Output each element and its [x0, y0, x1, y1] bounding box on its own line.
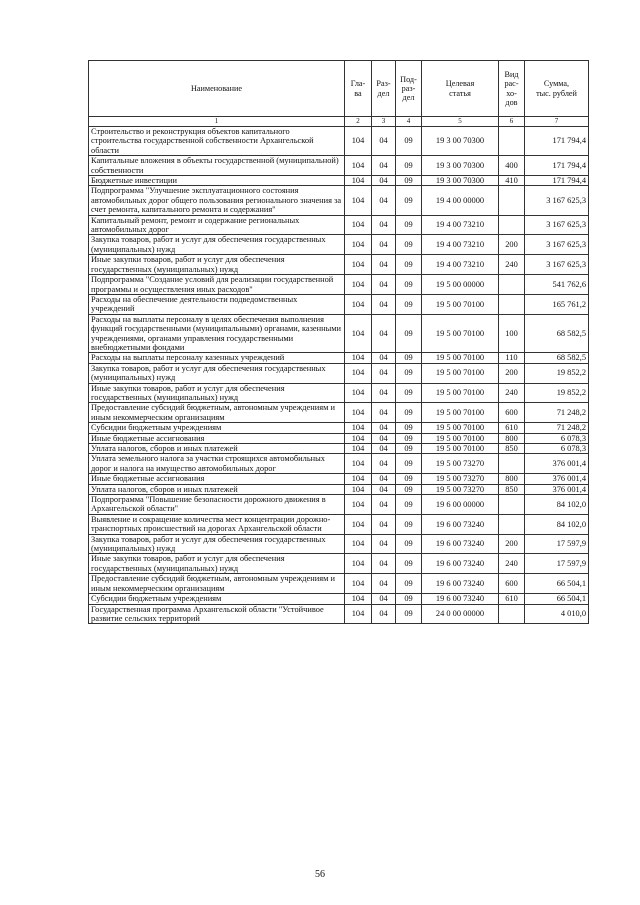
- table-row: [89, 604, 589, 624]
- cell-name: Субсидии бюджетным учреждениям: [89, 594, 345, 604]
- cell-name: Иные закупки товаров, работ и услуг для обеспечения государственных (муниципальных) нужд: [89, 255, 345, 275]
- cell-vid: 240: [499, 554, 525, 574]
- cell-glava: 104: [345, 444, 372, 454]
- page-number: 56: [315, 869, 325, 880]
- cell-podrazdel: 09: [396, 363, 422, 383]
- cell-target: 19 3 00 70300: [422, 176, 499, 186]
- cell-name: Выявление и сокращение количества мест концентрации дорожно-транспортных происшествий на дорогах Архангельской области: [89, 514, 345, 534]
- cell-glava: 104: [345, 215, 372, 235]
- cell-sum: 17 597,9: [525, 534, 589, 554]
- table-row: [89, 594, 589, 604]
- cell-name: Капитальный ремонт, ремонт и содержание региональных автомобильных дорог: [89, 215, 345, 235]
- cell-vid: [499, 186, 525, 215]
- cell-sum: 3 167 625,3: [525, 186, 589, 215]
- cell-glava: 104: [345, 554, 372, 574]
- cell-sum: 19 852,2: [525, 363, 589, 383]
- cell-vid: [499, 294, 525, 314]
- cell-target: 19 4 00 00000: [422, 186, 499, 215]
- cell-name: Субсидии бюджетным учреждениям: [89, 423, 345, 433]
- cell-sum: 4 010,0: [525, 604, 589, 624]
- table-row: [89, 186, 589, 215]
- table-row: [89, 495, 589, 515]
- cell-target: 19 6 00 73240: [422, 574, 499, 594]
- cell-target: 19 6 00 73240: [422, 554, 499, 574]
- table-row: [89, 314, 589, 353]
- cell-vid: 850: [499, 444, 525, 454]
- cell-vid: 200: [499, 363, 525, 383]
- cell-name: Иные закупки товаров, работ и услуг для обеспечения государственных (муниципальных) нужд: [89, 383, 345, 403]
- column-number: 6: [499, 117, 525, 127]
- cell-target: 19 5 00 70100: [422, 433, 499, 443]
- cell-sum: 376 001,4: [525, 454, 589, 474]
- cell-podrazdel: 09: [396, 255, 422, 275]
- table-row: [89, 215, 589, 235]
- cell-podrazdel: 09: [396, 176, 422, 186]
- cell-target: 19 3 00 70300: [422, 156, 499, 176]
- cell-name: Капитальные вложения в объекты государственной (муниципальной) собственности: [89, 156, 345, 176]
- cell-razdel: 04: [372, 156, 396, 176]
- cell-name: Подпрограмма "Создание условий для реализации государственной программы и осуществления иных расходов": [89, 275, 345, 295]
- cell-podrazdel: 09: [396, 403, 422, 423]
- cell-podrazdel: 09: [396, 454, 422, 474]
- cell-razdel: 04: [372, 275, 396, 295]
- cell-name: Иные бюджетные ассигнования: [89, 433, 345, 443]
- cell-target: 19 5 00 73270: [422, 474, 499, 484]
- cell-name: Подпрограмма "Улучшение эксплуатационного состояния автомобильных дорог общего пользования регионального значения за счет ремонта, капитального ремонта и содержания": [89, 186, 345, 215]
- cell-sum: 6 078,3: [525, 444, 589, 454]
- cell-vid: 100: [499, 314, 525, 353]
- table-row: [89, 156, 589, 176]
- cell-name: Иные бюджетные ассигнования: [89, 474, 345, 484]
- cell-razdel: 04: [372, 186, 396, 215]
- cell-target: 19 3 00 70300: [422, 127, 499, 156]
- cell-podrazdel: 09: [396, 574, 422, 594]
- cell-sum: 541 762,6: [525, 275, 589, 295]
- cell-podrazdel: 09: [396, 514, 422, 534]
- cell-podrazdel: 09: [396, 127, 422, 156]
- cell-razdel: 04: [372, 403, 396, 423]
- cell-razdel: 04: [372, 255, 396, 275]
- cell-sum: 376 001,4: [525, 474, 589, 484]
- cell-sum: 84 102,0: [525, 495, 589, 515]
- cell-target: 24 0 00 00000: [422, 604, 499, 624]
- column-number-row: [89, 117, 589, 127]
- cell-vid: 200: [499, 235, 525, 255]
- cell-sum: 66 504,1: [525, 594, 589, 604]
- cell-glava: 104: [345, 186, 372, 215]
- cell-target: 19 4 00 73210: [422, 215, 499, 235]
- cell-sum: 84 102,0: [525, 514, 589, 534]
- cell-sum: 71 248,2: [525, 423, 589, 433]
- budget-table: [88, 60, 589, 624]
- header-razdel-text: Раз- дел: [376, 79, 391, 98]
- cell-podrazdel: 09: [396, 484, 422, 494]
- cell-sum: 3 167 625,3: [525, 255, 589, 275]
- cell-sum: 71 248,2: [525, 403, 589, 423]
- cell-podrazdel: 09: [396, 353, 422, 363]
- header-vid-text: Вид рас- хо- дов: [504, 70, 519, 107]
- cell-glava: 104: [345, 474, 372, 484]
- cell-sum: 68 582,5: [525, 353, 589, 363]
- table-row: [89, 574, 589, 594]
- cell-glava: 104: [345, 294, 372, 314]
- cell-vid: 240: [499, 255, 525, 275]
- cell-podrazdel: 09: [396, 215, 422, 235]
- header-row: [89, 61, 589, 117]
- cell-razdel: 04: [372, 594, 396, 604]
- cell-target: 19 4 00 73210: [422, 235, 499, 255]
- cell-razdel: 04: [372, 363, 396, 383]
- cell-sum: 6 078,3: [525, 433, 589, 443]
- cell-glava: 104: [345, 403, 372, 423]
- cell-sum: 68 582,5: [525, 314, 589, 353]
- header-podrazdel: [396, 61, 422, 117]
- cell-name: Расходы на выплаты персоналу казенных учреждений: [89, 353, 345, 363]
- cell-glava: 104: [345, 454, 372, 474]
- cell-vid: 800: [499, 433, 525, 443]
- header-vid: [499, 61, 525, 117]
- cell-glava: 104: [345, 363, 372, 383]
- cell-razdel: 04: [372, 495, 396, 515]
- cell-glava: 104: [345, 255, 372, 275]
- cell-name: Подпрограмма "Повышение безопасности дорожного движения в Архангельской области": [89, 495, 345, 515]
- cell-target: 19 5 00 70100: [422, 363, 499, 383]
- cell-glava: 104: [345, 594, 372, 604]
- column-number: 4: [396, 117, 422, 127]
- cell-vid: [499, 454, 525, 474]
- table-row: [89, 444, 589, 454]
- cell-glava: 104: [345, 127, 372, 156]
- column-number: 2: [345, 117, 372, 127]
- cell-sum: 165 761,2: [525, 294, 589, 314]
- header-razdel: [372, 61, 396, 117]
- column-number: 7: [525, 117, 589, 127]
- cell-vid: 850: [499, 484, 525, 494]
- column-number: 1: [89, 117, 345, 127]
- cell-name: Уплата налогов, сборов и иных платежей: [89, 484, 345, 494]
- cell-name: Уплата налогов, сборов и иных платежей: [89, 444, 345, 454]
- header-glava: [345, 61, 372, 117]
- cell-podrazdel: 09: [396, 554, 422, 574]
- cell-razdel: 04: [372, 423, 396, 433]
- cell-razdel: 04: [372, 534, 396, 554]
- cell-razdel: 04: [372, 215, 396, 235]
- table-row: [89, 403, 589, 423]
- cell-podrazdel: 09: [396, 444, 422, 454]
- cell-target: 19 5 00 73270: [422, 484, 499, 494]
- cell-name: Закупка товаров, работ и услуг для обеспечения государственных (муниципальных) нужд: [89, 363, 345, 383]
- cell-podrazdel: 09: [396, 594, 422, 604]
- cell-target: 19 5 00 70100: [422, 444, 499, 454]
- table-row: [89, 176, 589, 186]
- cell-glava: 104: [345, 604, 372, 624]
- table-row: [89, 484, 589, 494]
- table-row: [89, 423, 589, 433]
- cell-name: Расходы на выплаты персоналу в целях обеспечения выполнения функций государственными (муниципальными) органами, казенными учреждениями, органами управления государственными внебюджетными фондами: [89, 314, 345, 353]
- table-row: [89, 275, 589, 295]
- cell-podrazdel: 09: [396, 186, 422, 215]
- cell-glava: 104: [345, 235, 372, 255]
- cell-podrazdel: 09: [396, 294, 422, 314]
- cell-vid: 410: [499, 176, 525, 186]
- table-row: [89, 534, 589, 554]
- cell-razdel: 04: [372, 127, 396, 156]
- cell-target: 19 6 00 73240: [422, 534, 499, 554]
- cell-razdel: 04: [372, 484, 396, 494]
- cell-glava: 104: [345, 156, 372, 176]
- table-row: [89, 235, 589, 255]
- table-row: [89, 294, 589, 314]
- cell-vid: 600: [499, 574, 525, 594]
- table-row: [89, 127, 589, 156]
- cell-sum: 17 597,9: [525, 554, 589, 574]
- cell-vid: 200: [499, 534, 525, 554]
- cell-razdel: 04: [372, 353, 396, 363]
- cell-name: Расходы на обеспечение деятельности подведомственных учреждений: [89, 294, 345, 314]
- table-row: [89, 383, 589, 403]
- table-row: [89, 554, 589, 574]
- cell-target: 19 5 00 70100: [422, 294, 499, 314]
- cell-razdel: 04: [372, 433, 396, 443]
- cell-podrazdel: 09: [396, 275, 422, 295]
- header-sum-text: Сумма, тыс. рублей: [536, 79, 577, 98]
- cell-glava: 104: [345, 353, 372, 363]
- cell-target: 19 5 00 70100: [422, 353, 499, 363]
- cell-razdel: 04: [372, 454, 396, 474]
- cell-target: 19 5 00 73270: [422, 454, 499, 474]
- cell-name: Государственная программа Архангельской области "Устойчивое развитие сельских территорий: [89, 604, 345, 624]
- cell-name: Бюджетные инвестиции: [89, 176, 345, 186]
- cell-vid: [499, 215, 525, 235]
- cell-glava: 104: [345, 314, 372, 353]
- cell-razdel: 04: [372, 383, 396, 403]
- cell-sum: 66 504,1: [525, 574, 589, 594]
- cell-podrazdel: 09: [396, 495, 422, 515]
- cell-target: 19 5 00 70100: [422, 383, 499, 403]
- header-podrazdel-text: Под- раз- дел: [400, 74, 417, 102]
- cell-podrazdel: 09: [396, 235, 422, 255]
- cell-name: Строительство и реконструкция объектов капитального строительства государственной собственности Архангельской области: [89, 127, 345, 156]
- cell-podrazdel: 09: [396, 156, 422, 176]
- cell-target: 19 5 00 00000: [422, 275, 499, 295]
- column-number: 3: [372, 117, 396, 127]
- table-row: [89, 363, 589, 383]
- cell-target: 19 6 00 73240: [422, 594, 499, 604]
- cell-name: Уплата земельного налога за участки строящихся автомобильных дорог и налога на имущество автомобильных дорог: [89, 454, 345, 474]
- cell-sum: 171 794,4: [525, 176, 589, 186]
- cell-sum: 171 794,4: [525, 127, 589, 156]
- header-glava-text: Гла- ва: [350, 79, 366, 98]
- cell-glava: 104: [345, 433, 372, 443]
- cell-target: 19 5 00 70100: [422, 423, 499, 433]
- cell-target: 19 5 00 70100: [422, 314, 499, 353]
- cell-razdel: 04: [372, 514, 396, 534]
- cell-razdel: 04: [372, 474, 396, 484]
- cell-vid: 240: [499, 383, 525, 403]
- cell-glava: 104: [345, 383, 372, 403]
- cell-vid: [499, 604, 525, 624]
- column-number: 5: [422, 117, 499, 127]
- cell-glava: 104: [345, 275, 372, 295]
- table-row: [89, 433, 589, 443]
- cell-vid: [499, 275, 525, 295]
- cell-glava: 104: [345, 423, 372, 433]
- cell-razdel: 04: [372, 554, 396, 574]
- cell-podrazdel: 09: [396, 474, 422, 484]
- cell-sum: 19 852,2: [525, 383, 589, 403]
- cell-vid: 610: [499, 423, 525, 433]
- cell-name: Предоставление субсидий бюджетным, автономным учреждениям и иным некоммерческим организациям: [89, 574, 345, 594]
- cell-vid: 610: [499, 594, 525, 604]
- cell-razdel: 04: [372, 444, 396, 454]
- cell-podrazdel: 09: [396, 423, 422, 433]
- cell-vid: 400: [499, 156, 525, 176]
- cell-name: Закупка товаров, работ и услуг для обеспечения государственных (муниципальных) нужд: [89, 235, 345, 255]
- document-page: [88, 60, 588, 624]
- header-target: [422, 61, 499, 117]
- cell-vid: 600: [499, 403, 525, 423]
- table-body: [89, 127, 589, 624]
- cell-podrazdel: 09: [396, 383, 422, 403]
- cell-podrazdel: 09: [396, 534, 422, 554]
- cell-glava: 104: [345, 534, 372, 554]
- cell-vid: [499, 514, 525, 534]
- table-row: [89, 454, 589, 474]
- header-name: Наименование: [89, 61, 345, 117]
- cell-vid: 110: [499, 353, 525, 363]
- header-sum: [525, 61, 589, 117]
- table-row: [89, 353, 589, 363]
- cell-podrazdel: 09: [396, 314, 422, 353]
- cell-razdel: 04: [372, 235, 396, 255]
- table-row: [89, 474, 589, 484]
- cell-razdel: 04: [372, 314, 396, 353]
- cell-vid: [499, 127, 525, 156]
- cell-name: Закупка товаров, работ и услуг для обеспечения государственных (муниципальных) нужд: [89, 534, 345, 554]
- cell-target: 19 6 00 00000: [422, 495, 499, 515]
- cell-podrazdel: 09: [396, 433, 422, 443]
- cell-sum: 3 167 625,3: [525, 235, 589, 255]
- cell-podrazdel: 09: [396, 604, 422, 624]
- cell-sum: 171 794,4: [525, 156, 589, 176]
- cell-sum: 3 167 625,3: [525, 215, 589, 235]
- cell-glava: 104: [345, 495, 372, 515]
- cell-target: 19 5 00 70100: [422, 403, 499, 423]
- table-row: [89, 514, 589, 534]
- cell-razdel: 04: [372, 574, 396, 594]
- cell-glava: 104: [345, 176, 372, 186]
- cell-vid: [499, 495, 525, 515]
- cell-name: Предоставление субсидий бюджетным, автономным учреждениям и иным некоммерческим организациям: [89, 403, 345, 423]
- cell-target: 19 4 00 73210: [422, 255, 499, 275]
- cell-razdel: 04: [372, 604, 396, 624]
- cell-name: Иные закупки товаров, работ и услуг для обеспечения государственных (муниципальных) нужд: [89, 554, 345, 574]
- header-target-text: Целевая статья: [445, 79, 475, 98]
- cell-target: 19 6 00 73240: [422, 514, 499, 534]
- cell-sum: 376 001,4: [525, 484, 589, 494]
- cell-vid: 800: [499, 474, 525, 484]
- cell-glava: 104: [345, 484, 372, 494]
- cell-glava: 104: [345, 574, 372, 594]
- cell-glava: 104: [345, 514, 372, 534]
- cell-razdel: 04: [372, 294, 396, 314]
- cell-razdel: 04: [372, 176, 396, 186]
- table-row: [89, 255, 589, 275]
